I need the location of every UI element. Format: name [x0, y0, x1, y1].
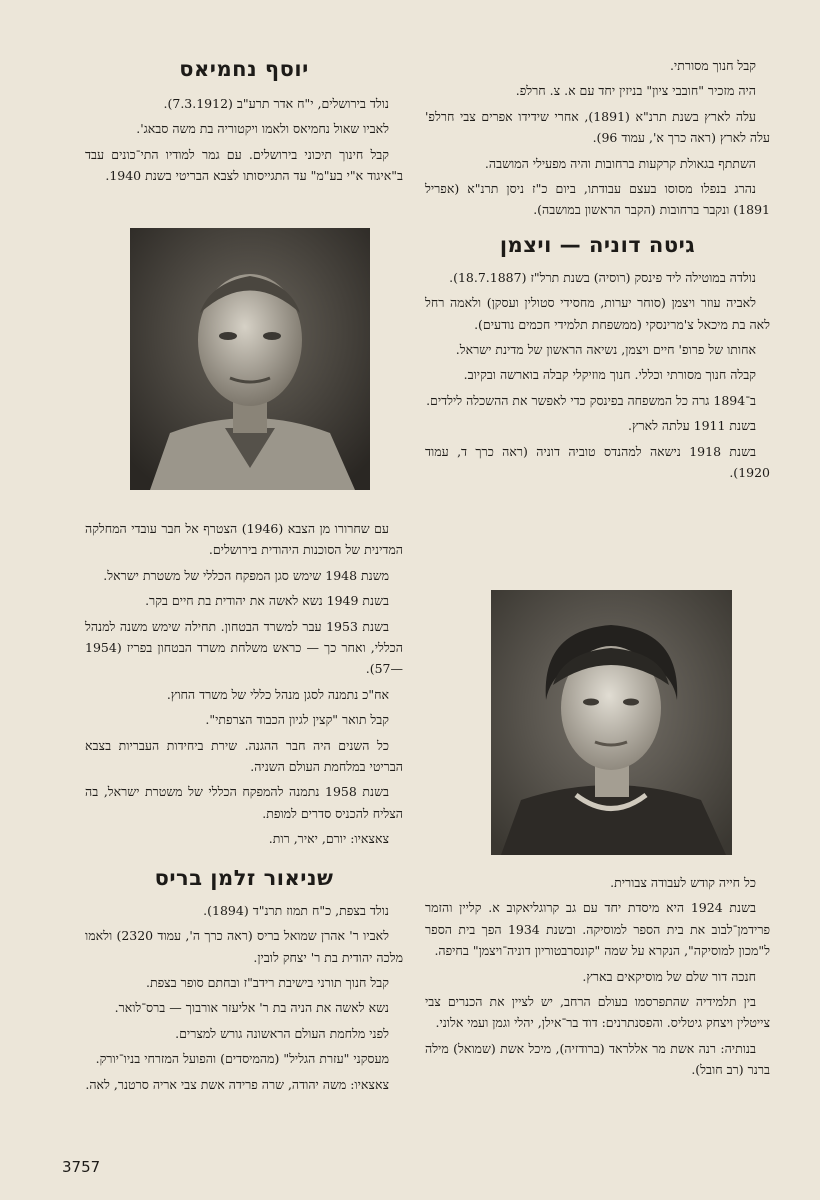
paragraph: בשנת 1949 נשא לאשה את יהודית בת חיים בקר.	[145, 593, 389, 609]
portrait-man-image	[130, 228, 370, 490]
paragraph: לאביה עוזר ויצמן (סוחר יערות, מחסידי סטולין ועסקן) ולאמה רחל לאה בת מיכאל צ'מרינסקי (ממשפחת תלמידי חכמים נודעים).	[425, 295, 770, 332]
page-number: 3757	[62, 1158, 101, 1176]
paragraph: צאצאיו: יורם, יאיר, רות.	[268, 831, 389, 847]
paragraph: היה מזכיר "חובבי ציון" בניזין יחד עם א. צ. חרלפ.	[515, 83, 756, 99]
paragraph: קבלה חנוך מסורתי וכללי. חנוך מוזיקלי קבלה בוארשה ובקיוב.	[463, 367, 756, 383]
paragraph: בין תלמידיה שהתפרסמו בעולם הרחב, יש לציין את הכנרים צבי צייטלין ויצחק גיטליס. והפסנתרנים: דוד בר־אילן, יהלי וגמן ועמי אלוני.	[425, 994, 770, 1031]
paragraph: קבל חנוך תורני בישיבת רידב"ז ובחתם סופר בצפת.	[145, 974, 389, 990]
paragraph: בנותיה: רנה אשת מר אללראד (ברודזיה), מיכל אשת (שמואל) מילה ברנר (רב חובל).	[425, 1040, 770, 1078]
paragraph: השתתף בגאולת קרקעות ברחובות והיה מפעילי המושבה.	[484, 155, 756, 171]
right-column	[425, 55, 770, 488]
paragraph: אחותו של פרופ' חיים ויצמן, נשיאה הראשון של מדינת ישראל.	[455, 342, 756, 358]
portrait-woman-image	[491, 590, 732, 855]
paragraph: כל חייה קודש לעבודה צבורית.	[610, 875, 756, 890]
paragraph: כל השנים היה חבר ההגנה. שירת ביחידות העבריות בצבא הבריטי במלחמת העולם השניה.	[85, 737, 403, 775]
left-column	[85, 55, 403, 191]
paragraph: נולדה במוטילה ליד פינסק (רוסיה) בשנת תרל"ז (18.7.1887).	[449, 269, 756, 285]
paragraph: קבל חנוך מסורתי.	[669, 58, 756, 73]
section-title-nahmias: יוסף נחמיאס	[179, 57, 309, 81]
paragraph: צאצאיו: משה יהודה, שרה פרידה אשת צבי אריה סרטנר, לאה.	[85, 1076, 389, 1092]
right-column-lower	[425, 872, 770, 1085]
paragraph: לאביו שאול נחמיאס ולאמו ויקטוריה בת משה סבאג'.	[136, 121, 389, 137]
paragraph: עלה לארץ בשנת תרנ"א (1891), אחרי שידידו אפרים צבי חרלפ' עלה לארץ (ראה כרך א', עמוד 96).	[425, 108, 770, 146]
left-column-middle	[85, 518, 403, 1099]
portrait-photo-man	[130, 228, 370, 490]
paragraph: לפני מלחמת העולם הראשונה גורש למצרים.	[175, 1025, 389, 1041]
paragraph: עם שחרורו מן הצבא (1946) הצטרף אל חבר עובדי המחלקה המדינית של הסוכנות היהודית בירושלים.	[85, 521, 403, 558]
section-title-bris: שניאור זלמן בריס	[154, 865, 334, 890]
paragraph: לאביו ר' אהרן שמואל בריס (ראה כרך ה', עמוד 2320) ולאמו מלכה יהודית בת ר' יצחק לובין.	[85, 928, 403, 965]
paragraph: קבל תואר "קצין לגיון הכבוד הצרפתי".	[205, 712, 389, 728]
paragraph: נשא לאשה את הניה בת ר' אליעזר אורבוך — ברס־לואר.	[114, 1000, 389, 1016]
portrait-photo-woman	[491, 590, 732, 855]
paragraph: בשנת 1911 עלתה לארץ.	[627, 418, 756, 434]
paragraph: משנת 1948 שימש סגן המפקח הכללי של משטרת ישראל.	[103, 567, 389, 583]
paragraph: מעסקני "עזרת הגליל" (מהמיסדים) והפועל המזרחי בניו־יורק.	[95, 1051, 389, 1067]
paragraph: אח"כ נתמנה לסגן מנהל כללי של משרד החוץ.	[166, 686, 389, 702]
paragraph: נולד בירושלים, י"ח אדר תרע"ב (7.3.1912).	[163, 96, 389, 111]
paragraph: חנכה דור שלם של מוסיקאים בארץ.	[582, 968, 756, 984]
paragraph: ב־1894 גרה כל המשפחה בפינסק כדי לאפשר את ההשכלה לילדים.	[426, 392, 756, 408]
paragraph: נולד בצפת, כ"ח תמוז תרנ"ד (1894).	[203, 902, 389, 918]
paragraph: בשנת 1924 היא מיסדת יחד עם גב קרוגליאקוב א. קליין והזמר פרידמן־לבוב את בית הספר למוסיקה. ובשנת 1934 הפך בית הספר ל"מכון למוסיקה", הנקרא על שמה "קונסרבטוריון דוניה־ויצמן" בחיפה.	[425, 900, 771, 959]
paragraph: בשנת 1953 עבר למשרד הבטחון. תחילה שימש משנה למנהל הכללי, ואחר כך — כראש משלחת משרד הבטחון בפריז (1954—57).	[85, 618, 403, 677]
paragraph: נהרג בנפלו מסוסו בעצם עבודתו, ביום כ"ז ניסן תרנ"א (אפריל 1891) ונקבר ברחובות (הקבר הראשון במושבה).	[425, 181, 770, 218]
paragraph: בשנת 1918 נישאה למהנדס טוביה דוניה (ראה כרך ד, עמוד 1920).	[425, 443, 770, 481]
paragraph: בשנת 1958 נתמנה להמפקח הכללי של משטרת ישראל, בה הצליח להכניס סדרים למופת.	[85, 784, 403, 821]
section-title-dunia-weizmann: גיטה דוניה — ויצמן	[499, 232, 696, 257]
paragraph: קבל חינוך תיכוני בירושלים. עם גמר למודיו התי־כונים עבד ב"איגוד א"י בע"מ" עד התגייסותו לצבא הבריטי בשנת 1940.	[85, 146, 403, 184]
